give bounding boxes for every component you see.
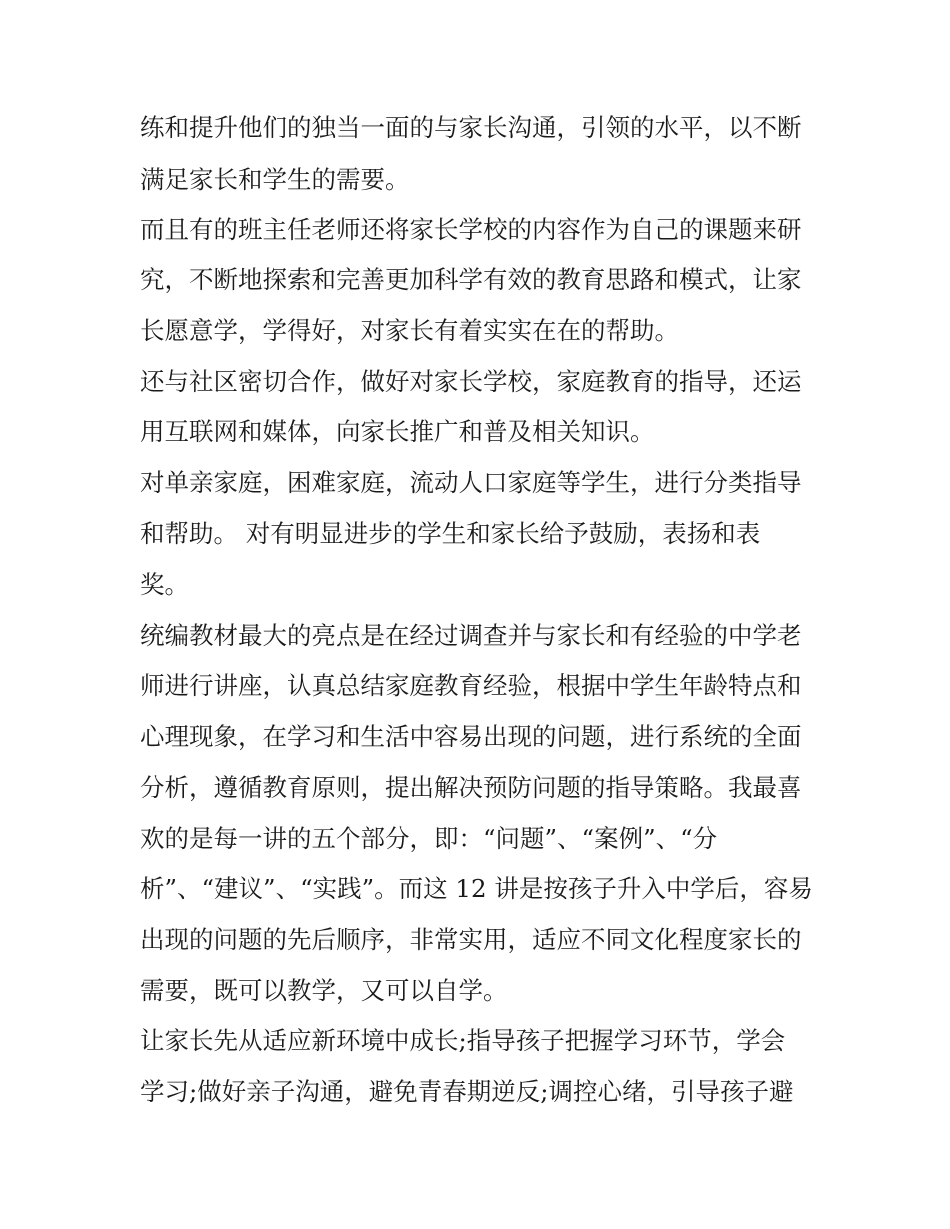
- text-line: 对单亲家庭，困难家庭，流动人口家庭等学生，进行分类指导: [140, 468, 802, 497]
- text-line: 练和提升他们的独当一面的与家长沟通，引领的水平，以不断: [140, 113, 802, 142]
- text-line: 分析，遵循教育原则，提出解决预防问题的指导策略。我最喜: [140, 773, 802, 802]
- text-line: 究，不断地探索和完善更加科学有效的教育思路和模式，让家: [140, 265, 802, 294]
- text-line: 和帮助。 对有明显进步的学生和家长给予鼓励，表扬和表: [140, 519, 761, 548]
- text-line: 出现的问题的先后顺序，非常实用，适应不同文化程度家长的: [140, 925, 802, 954]
- text-line: 奖。: [140, 570, 189, 599]
- text-line: 析”、“建议”、“实践”。而这 12 讲是按孩子升入中学后，容易: [140, 874, 813, 903]
- text-line: 统编教材最大的亮点是在经过调查并与家长和有经验的中学老: [140, 621, 802, 650]
- text-line: 而且有的班主任老师还将家长学校的内容作为自己的课题来研: [140, 215, 802, 244]
- text-line: 满足家长和学生的需要。: [140, 165, 410, 194]
- text-line: 用互联网和媒体，向家长推广和普及相关知识。: [140, 417, 655, 446]
- text-line: 心理现象，在学习和生活中容易出现的问题，进行系统的全面: [140, 722, 802, 751]
- text-line: 让家长先从适应新环境中成长;指导孩子把握学习环节，学会: [140, 1026, 786, 1055]
- text-line: 长愿意学，学得好，对家长有着实实在在的帮助。: [140, 316, 679, 345]
- text-line: 需要，既可以教学，又可以自学。: [140, 976, 508, 1005]
- text-line: 师进行讲座，认真总结家庭教育经验，根据中学生年龄特点和: [140, 671, 802, 700]
- text-line: 学习;做好亲子沟通，避免青春期逆反;调控心绪，引导孩子避: [140, 1077, 794, 1106]
- text-line: 欢的是每一讲的五个部分，即：“问题”、“案例”、“分: [140, 824, 718, 853]
- text-line: 还与社区密切合作，做好对家长学校，家庭教育的指导，还运: [140, 367, 802, 396]
